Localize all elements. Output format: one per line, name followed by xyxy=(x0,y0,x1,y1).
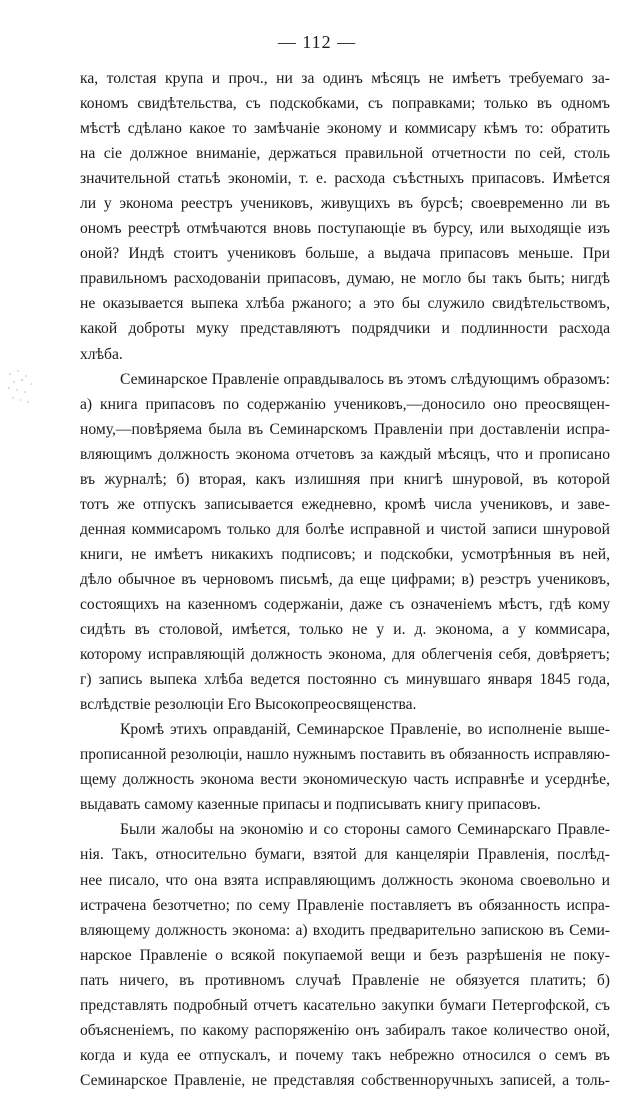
text-line: объясненіемъ, по какому распоряженію онъ забиралъ такое количество оной, xyxy=(80,1021,610,1039)
text-line: денная коммисаромъ только для болѣе исправной и чистой записи шнуровой xyxy=(80,520,610,538)
text-line: тотъ же отпускъ записывается ежедневно, кромѣ числа учениковъ, и заве- xyxy=(80,495,610,513)
text-line: Семинарское Правленіе оправдывалось въ этомъ слѣдующимъ образомъ: xyxy=(120,370,610,388)
text-line: г) запись выпека хлѣба ведется постоянно съ минувшаго января 1845 года, xyxy=(80,671,610,689)
text-line: ономъ реестрѣ отмѣчаются вновь поступающіе въ бурсу, или выходящіе изъ xyxy=(80,220,610,238)
text-line: истрачена безотчетно; по сему Правленіе поставляетъ въ обязанность испра- xyxy=(80,896,610,914)
text-line: какой доброты муку представляютъ подрядчики и подлинности расхода xyxy=(80,320,610,338)
text-line: дѣло обычное въ черновомъ письмѣ, да еще цифрами; в) реэстръ учениковъ, xyxy=(80,570,610,588)
text-line: Кромѣ этихъ оправданій, Семинарское Правленіе, во исполненіе выше- xyxy=(120,721,610,739)
text-line: нее писало, что она взята исправляющимъ должность эконома своевольно и xyxy=(80,871,610,889)
text-line: правильномъ расходованіи припасовъ, думаю, не могло бы такъ быть; нигдѣ xyxy=(80,270,610,288)
text-line: на сіе должное вниманіе, держаться правильной отчетности по сей, столь xyxy=(80,145,610,163)
text-line: кономъ свидѣтельства, съ подскобками, съ поправками; только въ одномъ xyxy=(80,95,610,113)
text-line: ка, толстая крупа и проч., ни за одинъ мѣсяцъ не имѣетъ требуемаго за- xyxy=(80,70,610,87)
text-line: состоящихъ на казенномъ содержаніи, даже съ означеніемъ мѣстъ, гдѣ кому xyxy=(80,595,610,613)
text-line: щему должность эконома вести экономическую часть исправнѣе и усерднѣе, xyxy=(80,771,610,789)
text-line: выдавать самому казенные припасы и подписывать книгу припасовъ. xyxy=(80,796,541,814)
text-line: нія. Такъ, относительно бумаги, взятой для канцеляріи Правленія, послѣд- xyxy=(80,846,610,864)
text-line: вслѣдствіе резолюціи Его Высокопреосвященства. xyxy=(80,696,417,714)
text-line: оной? Индѣ стоитъ учениковъ больше, а выдача припасовъ меньше. При xyxy=(80,245,610,263)
text-line: сидѣть въ столовой, имѣется, только не у и. д. эконома, а у коммисара, xyxy=(80,621,610,639)
text-line: Семинарское Правленіе, не представляя собственноручныхъ записей, а толь- xyxy=(80,1071,610,1089)
text-line: мѣстѣ сдѣлано какое то замѣчаніе эконому и коммисару кѣмъ то: обратить xyxy=(80,120,610,138)
text-line: которому исправляющій должность эконома, для облегченія себя, довѣряетъ; xyxy=(80,646,610,664)
text-line: вляющимъ должность эконома отчетовъ за каждый мѣсяцъ, что и прописано xyxy=(80,445,610,463)
text-line: пать ничего, въ противномъ случаѣ Правленіе не обязуется платить; б) xyxy=(80,971,610,989)
text-line: представлять подробный отчетъ касательно закупки бумаги Петергофской, съ xyxy=(80,996,610,1014)
text-line: нарское Правленіе о всякой покупаемой вещи и безъ разрѣшенія не поку- xyxy=(80,946,610,964)
text-line: когда и куда ее отпускалъ, и почему такъ небрежно относился о семъ въ xyxy=(80,1046,610,1064)
text-line: въ журналѣ; б) вторая, какъ излишняя при книгѣ шнуровой, въ которой xyxy=(80,470,610,488)
text-line: ному,—повѣряема была въ Семинарскомъ Правленіи при доставленіи испра- xyxy=(80,420,610,438)
text-line: прописанной резолюціи, нашло нужнымъ поставить въ обязанность исправляю- xyxy=(80,746,610,764)
text-line: вляющему должность эконома: а) входить предварительно запискою въ Семи- xyxy=(80,921,610,939)
text-line: ли у эконома реестръ учениковъ, живущихъ въ бурсѣ; своевременно ли въ xyxy=(80,195,610,213)
text-line: не оказывается выпека хлѣба ржаного; а это бы служило свидѣтельствомъ, xyxy=(80,295,610,313)
text-line: хлѣба. xyxy=(80,345,123,363)
text-line: значительной статьѣ экономіи, т. е. расхода съѣстныхъ припасовъ. Имѣется xyxy=(80,170,610,188)
margin-speckle xyxy=(6,368,36,408)
page-number: — 112 — xyxy=(277,32,357,52)
page-body-text xyxy=(80,66,610,1093)
text-line: книги, не имѣетъ никакихъ подписовъ; и подскобки, усмотрѣнныя въ ней, xyxy=(80,545,610,563)
text-line: Были жалобы на экономію и со стороны самого Семинарскаго Правле- xyxy=(120,821,610,839)
text-line: а) книга припасовъ по содержанію учениковъ,—доносило оно преосвящен- xyxy=(80,395,610,413)
